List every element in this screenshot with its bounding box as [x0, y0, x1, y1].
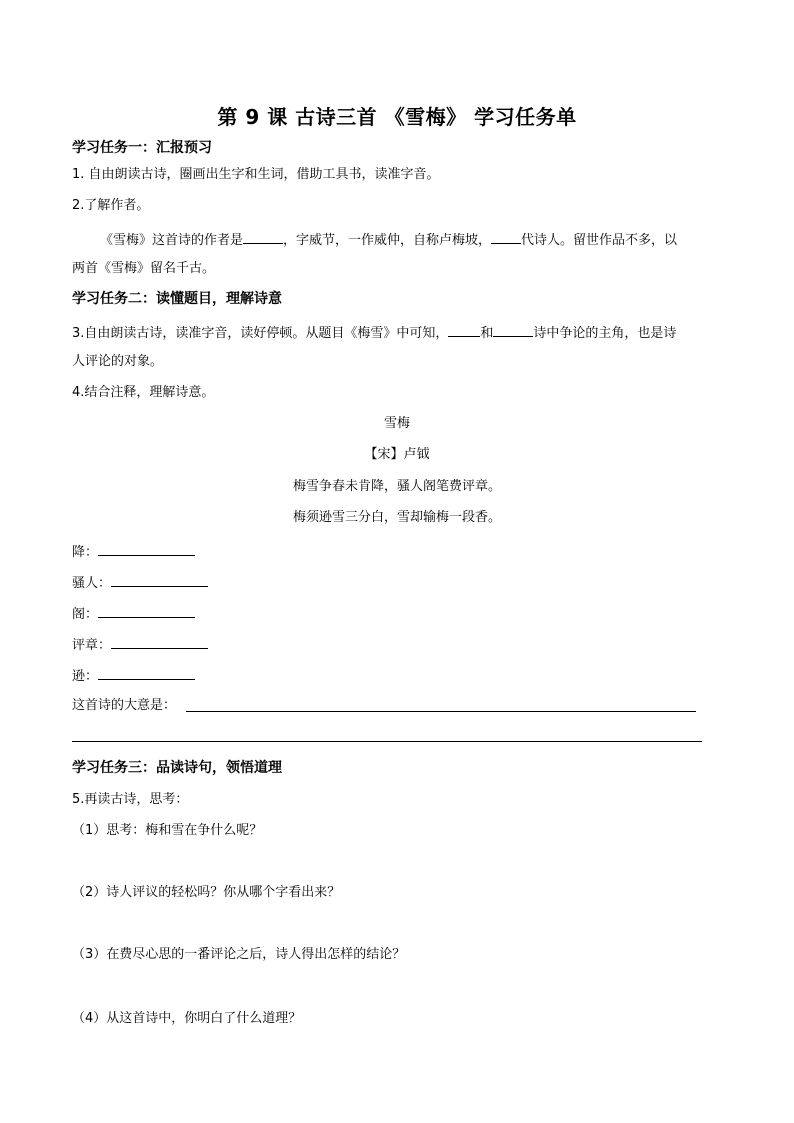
word-label: 评章：	[72, 638, 112, 653]
author-text-part2: ，字威节，一作威仲，自称卢梅坡，	[283, 233, 492, 248]
poem-author: 【宋】卢钺	[364, 447, 430, 462]
word-answer-blank[interactable]	[98, 667, 195, 680]
word-answer-blank[interactable]	[111, 574, 208, 587]
task2-item3-line2: 人评论的对象。	[72, 354, 164, 369]
question-1: （1）思考：梅和雪在争什么呢？	[72, 823, 263, 838]
protagonist-blank-2[interactable]	[493, 324, 533, 337]
task2-heading: 学习任务二：读懂题目，理解诗意	[72, 291, 282, 307]
item3-text-part1: 3.自由朗读古诗，读准字音，读好停顿。从题目《梅雪》中可知，	[72, 326, 449, 341]
task1-item2: 2.了解作者。	[72, 198, 150, 213]
dynasty-blank[interactable]	[491, 231, 521, 244]
question-2: （2）诗人评议的轻松吗？你从哪个字看出来？	[72, 885, 341, 900]
poem-meaning-blank-1[interactable]	[186, 711, 696, 712]
task3-item5: 5.再读古诗，思考：	[72, 792, 189, 807]
poem-title: 雪梅	[383, 416, 410, 431]
poem-line-1: 梅雪争春未肯降，骚人阁笔费评章。	[292, 479, 501, 494]
item3-text-part3: 诗中争论的主角，也是诗	[533, 326, 677, 341]
author-name-blank[interactable]	[243, 231, 283, 244]
word-label: 阁：	[72, 607, 99, 622]
page-title: 第 9 课 古诗三首 《雪梅》 学习任务单	[217, 105, 577, 129]
word-explain-row	[72, 574, 208, 590]
author-paragraph-line2: 两首《雪梅》留名千古。	[72, 261, 216, 276]
protagonist-blank-1[interactable]	[448, 324, 480, 337]
word-label: 骚人：	[72, 576, 112, 591]
word-explain-row	[72, 636, 208, 652]
word-answer-blank[interactable]	[111, 636, 208, 649]
poem-meaning-blank-2[interactable]	[72, 741, 702, 742]
task3-heading: 学习任务三：品读诗句，领悟道理	[72, 760, 282, 776]
question-4: （4）从这首诗中，你明白了什么道理？	[72, 1011, 302, 1026]
word-explain-row	[72, 543, 195, 559]
word-label: 降：	[72, 545, 99, 560]
poem-line-2: 梅须逊雪三分白，雪却输梅一段香。	[292, 510, 501, 525]
task1-item1: 1. 自由朗读古诗，圈画出生字和生词，借助工具书，读准字音。	[72, 167, 440, 182]
author-text-part3: 代诗人。留世作品不多，以	[521, 233, 678, 248]
word-answer-blank[interactable]	[98, 605, 195, 618]
question-3: （3）在费尽心思的一番评论之后，诗人得出怎样的结论？	[72, 947, 406, 962]
task2-item3-line1	[72, 324, 676, 340]
item3-text-part2: 和	[480, 326, 494, 341]
author-text-part1: 《雪梅》这首诗的作者是	[100, 233, 244, 248]
poem-meaning-label: 这首诗的大意是：	[72, 698, 177, 713]
word-explain-row	[72, 605, 195, 621]
author-paragraph-line1	[100, 231, 677, 247]
task2-item4: 4.结合注释，理解诗意。	[72, 385, 215, 400]
task1-heading: 学习任务一：汇报预习	[72, 140, 212, 156]
word-explain-row	[72, 667, 195, 683]
word-label: 逊：	[72, 669, 99, 684]
word-answer-blank[interactable]	[98, 543, 195, 556]
